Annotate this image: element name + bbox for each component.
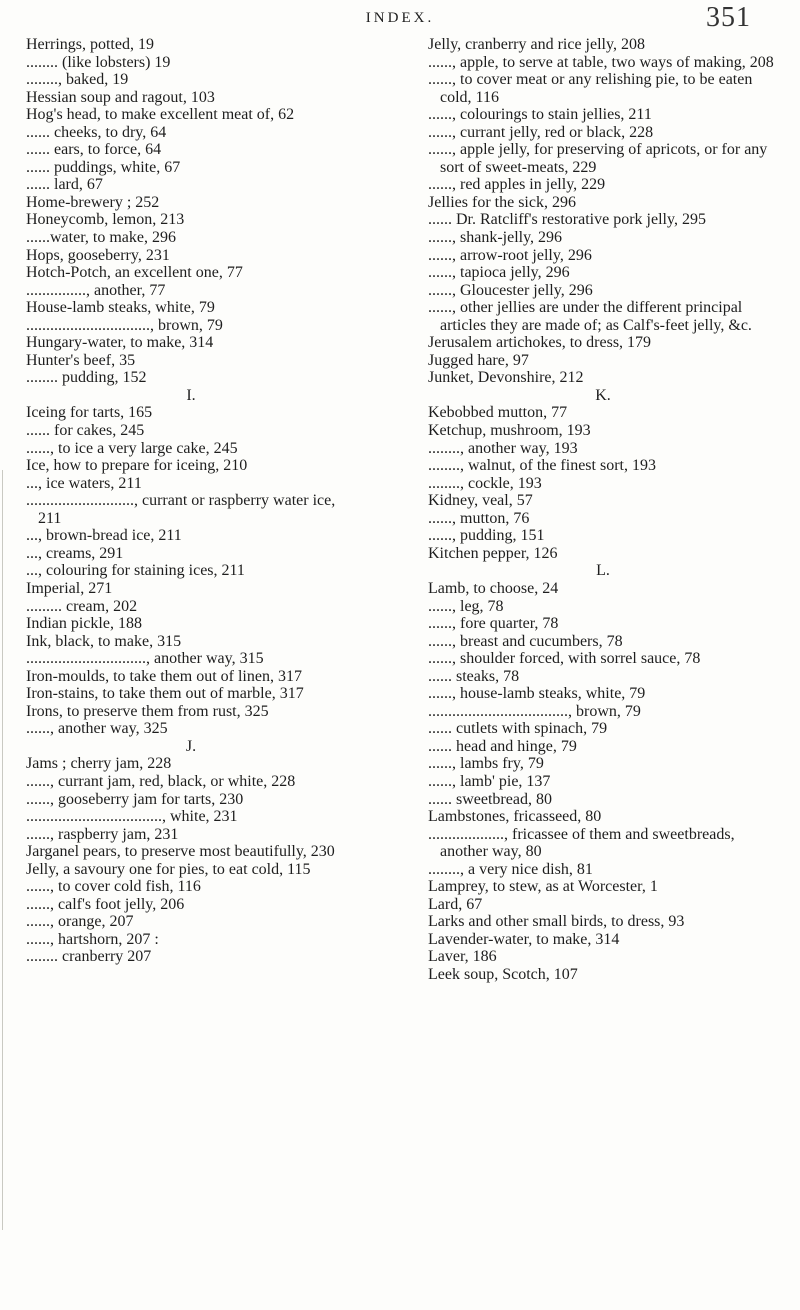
- index-entry: ......, raspberry jam, 231: [26, 825, 179, 843]
- running-header: INDEX.: [365, 10, 435, 26]
- index-entry: ......, colourings to stain jellies, 211: [428, 106, 652, 124]
- index-entry: ......, leg, 78: [428, 597, 504, 615]
- index-entry: Ketchup, mushroom, 193: [428, 422, 591, 440]
- index-entry: ......, breast and cucumbers, 78: [428, 632, 623, 650]
- index-entry: ..., ice waters, 211: [26, 474, 142, 492]
- index-entry: Jarganel pears, to preserve most beautifully, 230: [26, 843, 335, 861]
- index-entry: Larks and other small birds, to dress, 93: [428, 913, 685, 931]
- index-entry: ..............., another, 77: [26, 281, 166, 299]
- index-entry: Laver, 186: [428, 948, 497, 966]
- index-entry: ......, another way, 325: [26, 720, 168, 738]
- section-letter: L.: [596, 562, 610, 580]
- index-entry: ......, Gloucester jelly, 296: [428, 281, 593, 299]
- index-entry: ..................................., brown, 79: [428, 702, 641, 720]
- index-entry: ...... sweetbread, 80: [428, 790, 552, 808]
- index-entry: ...... for cakes, 245: [26, 422, 145, 440]
- index-entry: ........, a very nice dish, 81: [428, 860, 593, 878]
- index-entry: ......, other jellies are under the different principal articles they are made of; as Calf's-feet jelly, &c.: [428, 299, 752, 334]
- index-entry: Ice, how to prepare for iceing, 210: [26, 457, 248, 475]
- index-entry: Lavender-water, to make, 314: [428, 930, 620, 948]
- index-entry: ...... Dr. Ratcliff's restorative pork jelly, 295: [428, 211, 706, 229]
- index-entry: ......, house-lamb steaks, white, 79: [428, 685, 646, 703]
- index-entry: Kitchen pepper, 126: [428, 544, 558, 562]
- index-entry: Kidney, veal, 57: [428, 492, 533, 510]
- index-entry: Jams ; cherry jam, 228: [26, 755, 172, 773]
- index-entry: ......, gooseberry jam for tarts, 230: [26, 790, 244, 808]
- index-entry: ......, to ice a very large cake, 245: [26, 439, 238, 457]
- index-entry: ...... steaks, 78: [428, 667, 520, 685]
- index-entry: Ink, black, to make, 315: [26, 632, 182, 650]
- index-entry: ..........................., currant or raspberry water ice, 211: [26, 492, 336, 527]
- index-entry: Iron-moulds, to take them out of linen, 317: [26, 667, 302, 685]
- index-entry: ......, to cover meat or any relishing pie, to be eaten cold, 116: [428, 71, 753, 106]
- index-entry: ......... cream, 202: [26, 597, 138, 615]
- index-entry: ......, shoulder forced, with sorrel sauce, 78: [428, 650, 701, 668]
- index-entry: Herrings, potted, 19: [26, 36, 154, 53]
- index-entry: ......, orange, 207: [26, 913, 134, 931]
- index-entry: ........, cockle, 193: [428, 474, 542, 492]
- index-entry: ......, red apples in jelly, 229: [428, 176, 606, 194]
- index-entry: ......, apple jelly, for preserving of apricots, or for any sort of sweet-meats, 229: [428, 141, 768, 176]
- index-entry: ..............................., brown, 79: [26, 316, 223, 334]
- index-entry: ......, shank-jelly, 296: [428, 229, 563, 247]
- index-entry: Iceing for tarts, 165: [26, 404, 153, 422]
- index-entry: ......, fore quarter, 78: [428, 615, 559, 633]
- index-entry: ......water, to make, 296: [26, 229, 176, 247]
- section-letter: K.: [595, 386, 611, 404]
- index-entry: ......, to cover cold fish, 116: [26, 878, 201, 896]
- index-entry: ......, calf's foot jelly, 206: [26, 895, 185, 913]
- index-entry: Jerusalem artichokes, to dress, 179: [428, 334, 652, 352]
- index-entry: Kebobbed mutton, 77: [428, 404, 568, 422]
- index-entry: ......, currant jelly, red or black, 228: [428, 123, 654, 141]
- index-entry: ......, arrow-root jelly, 296: [428, 246, 592, 264]
- index-entry: Junket, Devonshire, 212: [428, 369, 584, 387]
- index-entry: Honeycomb, lemon, 213: [26, 211, 185, 229]
- index-entry: ...... head and hinge, 79: [428, 737, 577, 755]
- index-entry: ...... ears, to force, 64: [26, 141, 162, 159]
- index-entry: ......, tapioca jelly, 296: [428, 264, 570, 282]
- index-entry: ........, walnut, of the finest sort, 193: [428, 457, 656, 475]
- index-entry: ......, lambs fry, 79: [428, 755, 544, 773]
- index-column-left: [26, 36, 356, 966]
- index-entry: Leek soup, Scotch, 107: [428, 965, 578, 983]
- index-entry: ..................., fricassee of them and sweetbreads, another way, 80: [428, 825, 735, 861]
- index-entry: .............................., another way, 315: [26, 650, 264, 668]
- page-edge-line: [2, 470, 3, 1230]
- index-entry: ......, currant jam, red, black, or white, 228: [26, 772, 296, 790]
- index-entry: ......, mutton, 76: [428, 509, 530, 527]
- index-entry: Lamprey, to stew, as at Worcester, 1: [428, 878, 658, 896]
- index-entry: ......, hartshorn, 207 :: [26, 930, 159, 948]
- index-entry: ..., creams, 291: [26, 544, 124, 562]
- index-entry: Jellies for the sick, 296: [428, 193, 576, 211]
- index-entry: ..., brown-bread ice, 211: [26, 527, 182, 545]
- section-letter: J.: [185, 737, 197, 755]
- index-entry: ...... cheeks, to dry, 64: [26, 123, 167, 141]
- index-entry: House-lamb steaks, white, 79: [26, 299, 215, 317]
- index-entry: ........, another way, 193: [428, 439, 578, 457]
- index-entry: Jelly, cranberry and rice jelly, 208: [428, 36, 645, 53]
- index-entry: Hog's head, to make excellent meat of, 62: [26, 106, 295, 124]
- index-entry: Hunter's beef, 35: [26, 351, 136, 369]
- index-entry: Lambstones, fricasseed, 80: [428, 808, 602, 826]
- index-column-right: [428, 36, 778, 984]
- index-entry: ........, baked, 19: [26, 71, 129, 89]
- index-entry: ...... puddings, white, 67: [26, 158, 181, 176]
- index-entry: ..., colouring for staining ices, 211: [26, 562, 245, 580]
- index-entry: Irons, to preserve them from rust, 325: [26, 702, 269, 720]
- index-entry: Jugged hare, 97: [428, 351, 529, 369]
- page-number: 351: [706, 2, 751, 33]
- index-entry: Hotch-Potch, an excellent one, 77: [26, 264, 243, 282]
- index-entry: ...... lard, 67: [26, 176, 103, 194]
- section-letter: I.: [186, 386, 196, 404]
- index-entry: ...... cutlets with spinach, 79: [428, 720, 608, 738]
- index-entry: .................................., white, 231: [26, 808, 238, 826]
- index-entry: ......, apple, to serve at table, two ways of making, 208: [428, 53, 774, 71]
- index-entry: Hungary-water, to make, 314: [26, 334, 214, 352]
- index-entry: Home-brewery ; 252: [26, 193, 160, 211]
- index-entry: Hessian soup and ragout, 103: [26, 88, 215, 106]
- index-entry: Lamb, to choose, 24: [428, 579, 559, 597]
- index-entry: ......, lamb' pie, 137: [428, 772, 551, 790]
- index-entry: Imperial, 271: [26, 579, 113, 597]
- index-entry: Iron-stains, to take them out of marble, 317: [26, 685, 304, 703]
- index-entry: Lard, 67: [428, 895, 483, 913]
- index-entry: ........ (like lobsters) 19: [26, 53, 171, 71]
- index-entry: ........ cranberry 207: [26, 948, 152, 966]
- index-entry: Jelly, a savoury one for pies, to eat cold, 115: [26, 860, 311, 878]
- index-entry: ......, pudding, 151: [428, 527, 545, 545]
- index-entry: Indian pickle, 188: [26, 615, 142, 633]
- index-entry: Hops, gooseberry, 231: [26, 246, 170, 264]
- index-entry: ........ pudding, 152: [26, 369, 147, 387]
